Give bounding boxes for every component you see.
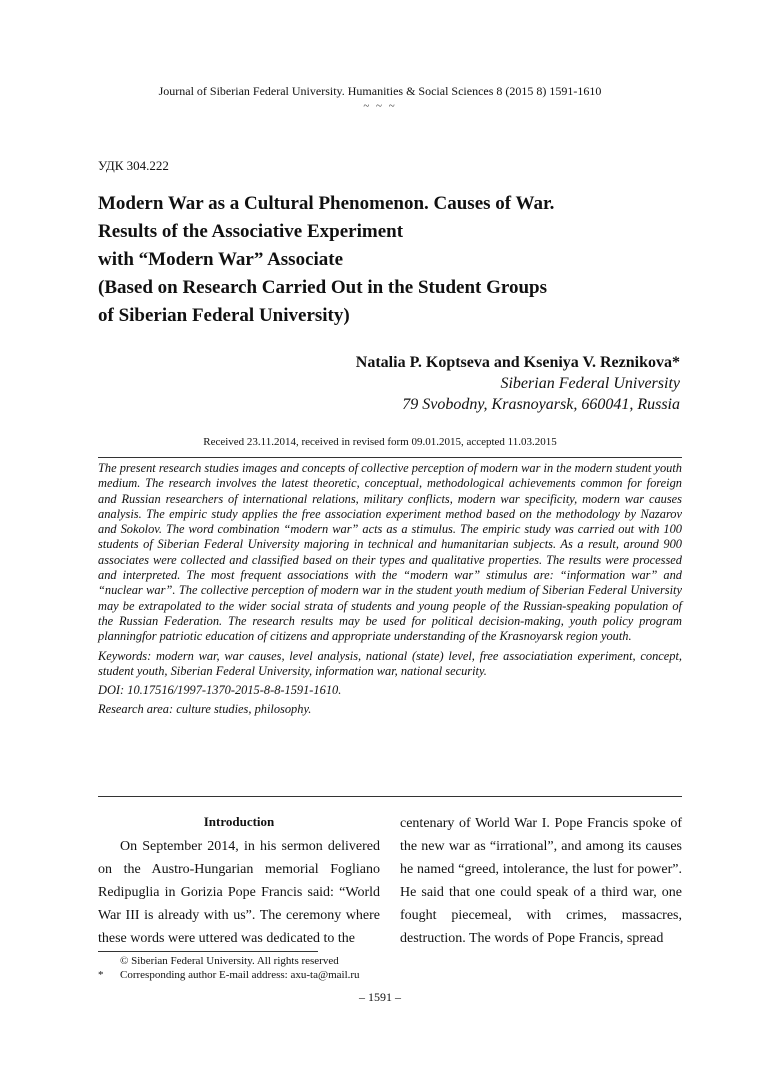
research-area: Research area: culture studies, philosophy. (98, 702, 312, 717)
author-names: Natalia P. Koptseva and Kseniya V. Reznikova* (355, 354, 680, 371)
abstract-text: The present research studies images and concepts of collective perception of modern war in the modern student youth medium. The research involves the latest theoretic, conceptual, methodological achievements common for foreign and Russian researchers of international relations, military conflicts, modern war specificity, modern war causes analysis. The empiric study applies the free association experiment method based on the methodology by Nazarov and Sokolov. The word combination “modern war” acts as a stimulus. The empiric study was carried out with 100 students of Siberian Federal University majoring in technical and humanitarian subjects. As a result, around 900 associates were collected and classified based on their types and qualitative properties. The results were processed and interpreted. The most frequent associations with the “modern war” stimulus are: “information war” and “nuclear war”. The collective perception of modern war in the student youth medium of Siberian Federal University may be extrapolated to the wider social strata of students and young people of the Russian-speaking population of the Russian Federation. The research results may be used for political decision-making, youth policy program planningfor patriotic education of citizens and appropriate understanding of the Krasnoyarsk region youth. (98, 461, 682, 644)
author-address: 79 Svobodny, Krasnoyarsk, 660041, Russia (402, 396, 680, 413)
keywords: Keywords: modern war, war causes, level analysis, national (state) level, free associatiation experiment, concept, student youth, Siberian Federal University, information war, national security. (98, 648, 682, 678)
author-affiliation: Siberian Federal University (500, 375, 680, 392)
title-line-1: Modern War as a Cultural Phenomenon. Causes of War. (98, 193, 555, 214)
title-line-2: Results of the Associative Experiment (98, 221, 404, 242)
corresponding-email: Corresponding author E-mail address: axu-ta@mail.ru (120, 969, 360, 981)
body-column-left (98, 812, 380, 950)
body-paragraph-right: centenary of World War I. Pope Francis spoke of the new war as “irrational”, and among its causes he named “greed, intolerance, the lust for power”. He said that one could speak of a third war, one fought piecemeal, with crimes, massacres, destruction. The words of Pope Francis, spread (400, 816, 682, 946)
body-column-right (400, 812, 682, 950)
author-block (356, 352, 680, 415)
abstract-bottom-rule (98, 796, 682, 797)
received-dates: Received 23.11.2014, received in revised form 09.01.2015, accepted 11.03.2015 (203, 436, 557, 448)
footnotes (98, 954, 360, 982)
paper-title (98, 190, 678, 330)
footnote-star: * (98, 969, 104, 981)
header-ornament: ~ ~ ~ (363, 100, 397, 112)
title-line-5: of Siberian Federal University) (98, 305, 350, 326)
title-line-3: with “Modern War” Associate (98, 249, 344, 270)
doi: DOI: 10.17516/1997-1370-2015-8-8-1591-1610. (98, 683, 342, 698)
page-number: – 1591 – (359, 990, 401, 1004)
abstract-block (98, 461, 682, 722)
title-line-4: (Based on Research Carried Out in the Student Groups (98, 277, 547, 298)
corresponding-footnote (98, 968, 360, 982)
section-heading-introduction: Introduction (203, 814, 275, 829)
copyright-footnote: © Siberian Federal University. All rights reserved (120, 955, 339, 967)
abstract-top-rule (98, 457, 682, 458)
body-paragraph-left: On September 2014, in his sermon delivered on the Austro-Hungarian memorial Fogliano Redipuglia in Gorizia Pope Francis said: “World War III is already with us”. The ceremony where these words were uttered was dedicated to the (98, 839, 380, 946)
udk-code: УДК 304.222 (98, 158, 169, 173)
footnote-rule (98, 951, 318, 952)
journal-header: Journal of Siberian Federal University. Humanities & Social Sciences 8 (2015 8) 1591-1610 (158, 84, 602, 98)
